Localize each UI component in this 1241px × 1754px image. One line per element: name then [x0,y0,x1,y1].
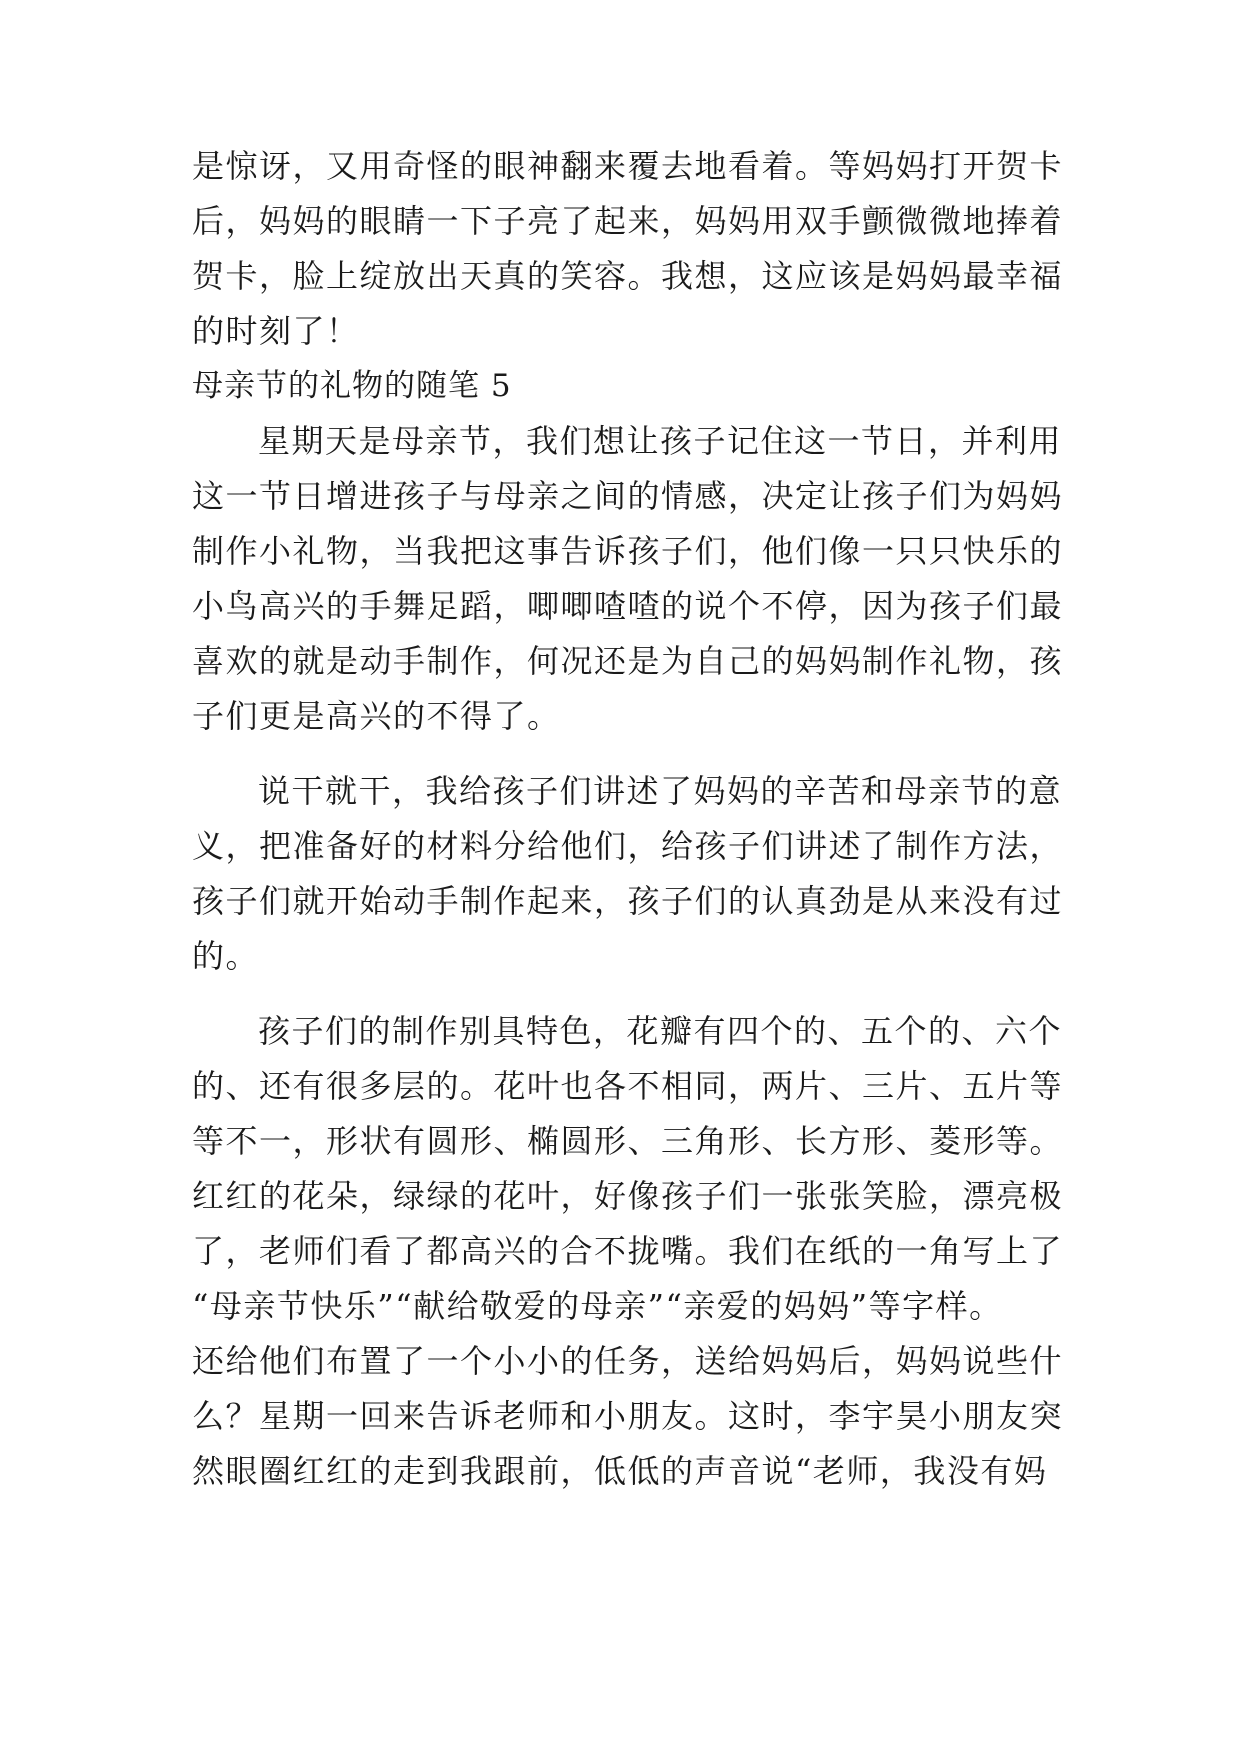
text-line: 了，老师们看了都高兴的合不拢嘴。我们在纸的一角写上了 [192,1232,1064,1270]
text-line: 的。 [192,937,260,975]
text-line: 的、还有很多层的。花叶也各不相同，两片、三片、五片等 [192,1067,1064,1105]
text-line: 孩子们就开始动手制作起来，孩子们的认真劲是从来没有过 [192,882,1064,920]
text-line: 子们更是高兴的不得了。 [192,697,561,735]
paragraph-first-line: 星期天是母亲节，我们想让孩子记住这一节日，并利用 [258,422,1063,460]
text-line: 的时刻了！ [192,312,360,350]
text-line: 等不一，形状有圆形、椭圆形、三角形、长方形、菱形等。 [192,1122,1064,1160]
text-line: 这一节日增进孩子与母亲之间的情感，决定让孩子们为妈妈 [192,477,1064,515]
text-line: 然眼圈红红的走到我跟前，低低的声音说“老师，我没有妈 [192,1452,1048,1490]
text-line: 红红的花朵，绿绿的花叶，好像孩子们一张张笑脸，漂亮极 [192,1177,1064,1215]
text-line: 义，把准备好的材料分给他们，给孩子们讲述了制作方法， [192,827,1064,865]
text-line: 喜欢的就是动手制作，何况还是为自己的妈妈制作礼物，孩 [192,642,1064,680]
text-line: “母亲节快乐”“献给敬爱的母亲”“亲爱的妈妈”等字样。 [192,1287,1003,1325]
text-line: 贺卡，脸上绽放出天真的笑容。我想，这应该是妈妈最幸福 [192,257,1064,295]
text-line: 小鸟高兴的手舞足蹈，唧唧喳喳的说个不停，因为孩子们最 [192,587,1064,625]
text-line: 是惊讶，又用奇怪的眼神翻来覆去地看着。等妈妈打开贺卡 [192,147,1064,185]
text-line: 还给他们布置了一个小小的任务，送给妈妈后，妈妈说些什 [192,1342,1064,1380]
text-line: 后，妈妈的眼睛一下子亮了起来，妈妈用双手颤微微地捧着 [192,202,1064,240]
paragraph-first-line: 孩子们的制作别具特色，花瓣有四个的、五个的、六个 [258,1012,1063,1050]
section-heading: 母亲节的礼物的随笔 5 [192,368,512,404]
text-line: 制作小礼物，当我把这事告诉孩子们，他们像一只只快乐的 [192,532,1064,570]
paragraph-first-line: 说干就干，我给孩子们讲述了妈妈的辛苦和母亲节的意 [258,772,1063,810]
text-line: 么？星期一回来告诉老师和小朋友。这时，李宇昊小朋友突 [192,1397,1064,1435]
